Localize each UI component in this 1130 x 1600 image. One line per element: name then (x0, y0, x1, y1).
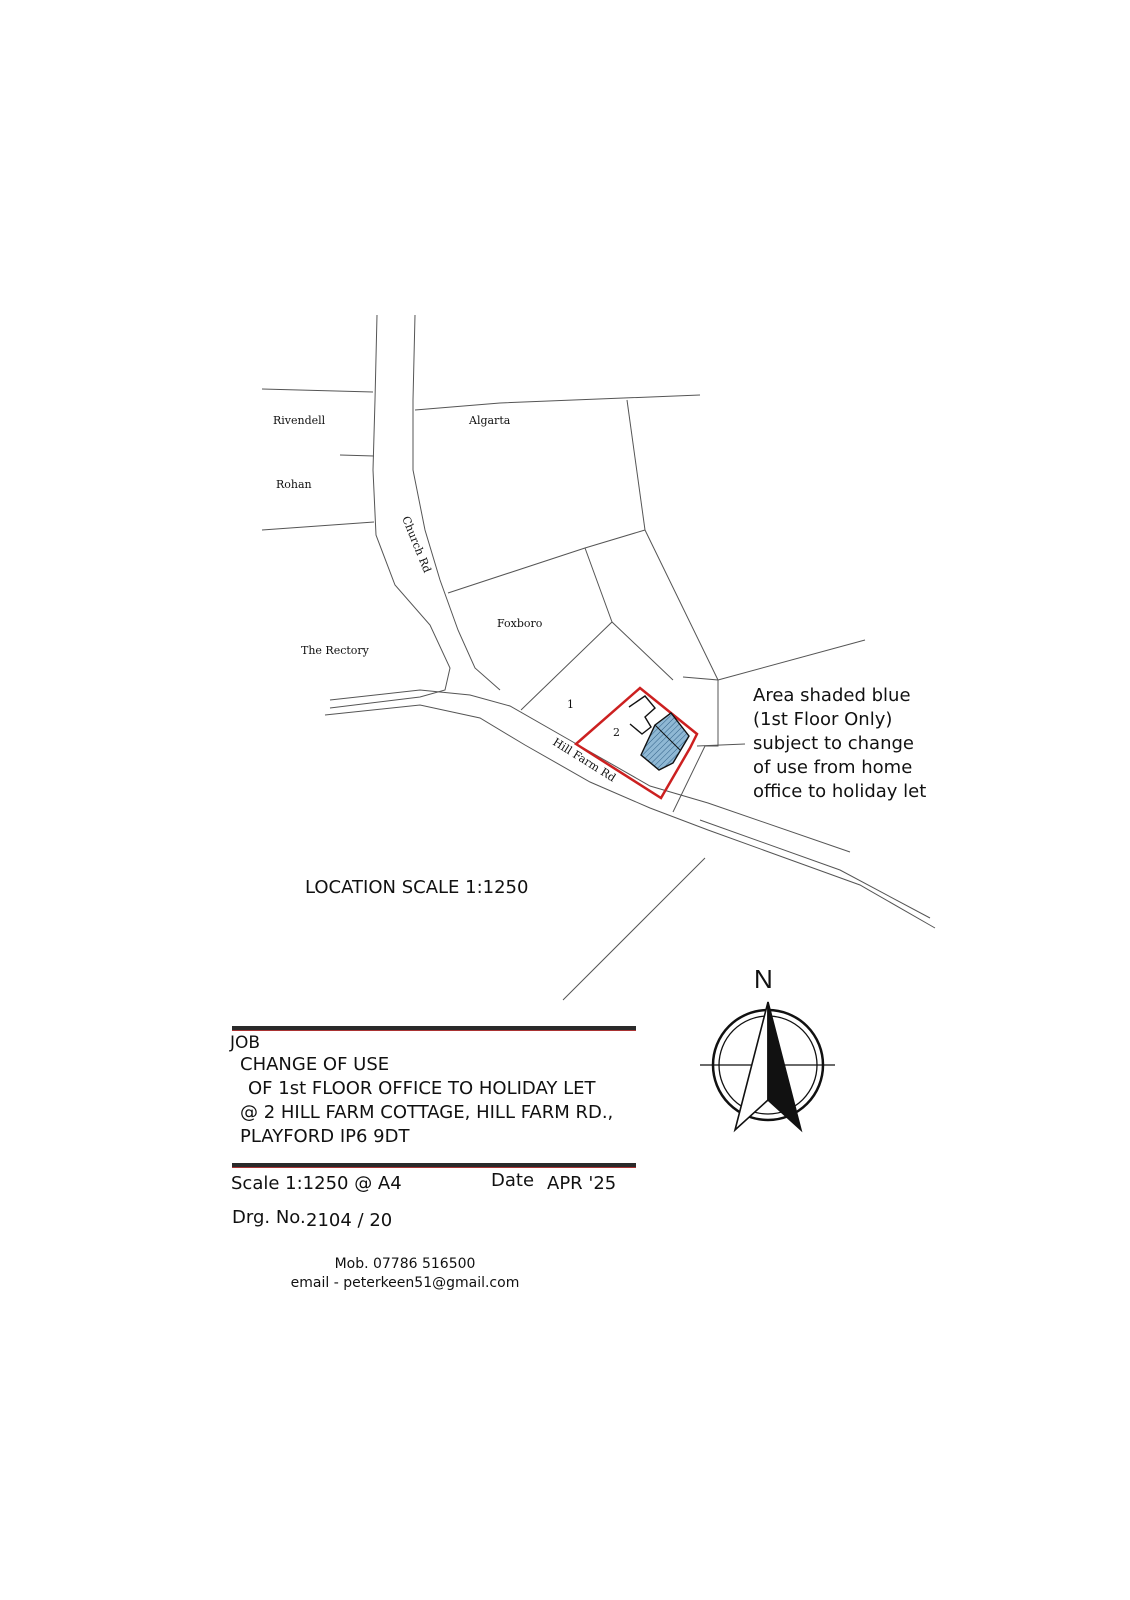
note-line: subject to change (753, 733, 914, 754)
job-line-3: @ 2 HILL FARM COTTAGE, HILL FARM RD., (240, 1102, 614, 1123)
label-church-rd: Church Rd (399, 514, 434, 575)
drawing-scale: Scale 1:1250 @ A4 (231, 1173, 402, 1194)
algarta-boundary (415, 395, 700, 410)
label-the-rectory: The Rectory (301, 644, 369, 657)
note-line: (1st Floor Only) (753, 709, 893, 730)
note-line: of use from home (753, 757, 913, 778)
drawing-number-label: Drg. No. (232, 1207, 306, 1228)
label-algarta: Algarta (469, 414, 511, 427)
location-scale-title: LOCATION SCALE 1:1250 (305, 877, 529, 898)
foxboro-east-boundary (585, 548, 612, 622)
label-plot-1: 1 (567, 698, 574, 711)
label-hill-farm-rd: Hill Farm Rd (550, 735, 619, 785)
title-block-bottom-rule (232, 1163, 636, 1168)
north-label: N (754, 964, 773, 994)
drawing-number-value: 2104 / 20 (306, 1210, 393, 1231)
email-address: email - peterkeen51@gmail.com (290, 1275, 520, 1291)
date-label: Date (491, 1170, 535, 1191)
rivendell-north-boundary (262, 389, 373, 392)
compass-needle-left (735, 1002, 768, 1130)
title-block-top-rule (232, 1026, 636, 1031)
contact-details (260, 1255, 550, 1293)
rohan-south-boundary (262, 522, 374, 530)
algarta-south-boundary (448, 530, 645, 593)
note-line: Area shaded blue (753, 685, 911, 706)
job-line-4: PLAYFORD IP6 9DT (240, 1126, 410, 1147)
job-line-2: OF 1st FLOOR OFFICE TO HOLIDAY LET (248, 1078, 596, 1099)
church-rd-east-edge (413, 315, 500, 690)
east-plot-boundary (645, 530, 718, 680)
label-rohan: Rohan (276, 478, 312, 491)
date-value: APR '25 (547, 1173, 617, 1194)
algarta-east-boundary (627, 400, 645, 530)
job-line-1: CHANGE OF USE (240, 1054, 390, 1075)
annotation-note (753, 684, 926, 804)
label-foxboro: Foxboro (497, 617, 543, 630)
note-line: office to holiday let (753, 781, 927, 802)
label-plot-2: 2 (613, 726, 620, 739)
mobile-number: Mob. 07786 516500 (334, 1256, 476, 1272)
label-rivendell: Rivendell (273, 414, 326, 427)
north-arrow (700, 964, 835, 1130)
compass-needle-right (768, 1002, 801, 1130)
south-plot-boundary (563, 858, 705, 1000)
far-east-boundary (718, 640, 865, 680)
leader-line (697, 744, 745, 746)
rivendell-rohan-boundary (340, 455, 374, 456)
job-label: JOB (230, 1033, 261, 1053)
cottage-outline (629, 696, 655, 734)
